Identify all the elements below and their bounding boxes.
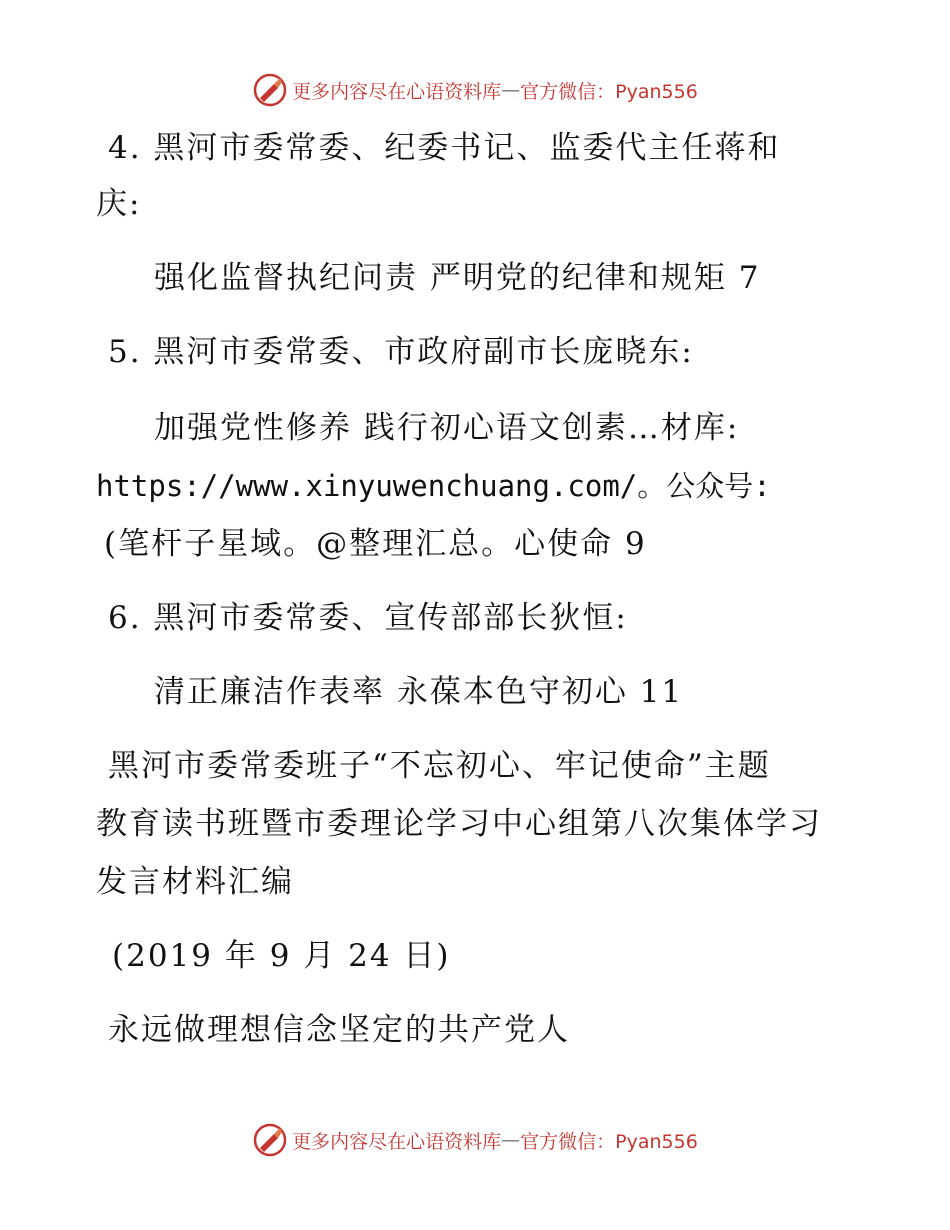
toc-item-5: 5. 黑河市委常委、市政府副市长庞晓东: bbox=[108, 334, 694, 370]
toc-item-4-line2: 庆: bbox=[96, 186, 142, 222]
toc-item-5-subtitle-line2: https://www.xinyuwenchuang.com/。公众号: bbox=[96, 469, 771, 503]
toc-item-6-subtitle: 清正廉洁作表率 永葆本色守初心 11 bbox=[154, 674, 684, 710]
toc-item-4-line1: 4. 黑河市委常委、纪委书记、监委代主任蒋和 bbox=[108, 130, 781, 166]
document-date: (2019 年 9 月 24 日) bbox=[112, 938, 451, 974]
pen-logo-icon bbox=[252, 1122, 288, 1158]
toc-item-6: 6. 黑河市委常委、宣传部部长狄恒: bbox=[108, 600, 628, 636]
document-title-line2: 教育读书班暨市委理论学习中心组第八次集体学习 bbox=[96, 806, 822, 842]
banner-wechat-text: 官方微信：Pyan556 bbox=[520, 1130, 698, 1153]
banner-lead-text: 更多内容尽在心语资料库 bbox=[292, 80, 502, 103]
toc-item-5-subtitle-line1: 加强党性修养 践行初心语文创素…材库: bbox=[154, 410, 740, 446]
footer-watermark-banner bbox=[0, 1120, 950, 1160]
banner-separator: — bbox=[501, 1129, 521, 1151]
toc-item-4-subtitle: 强化监督执纪问责 严明党的纪律和规矩 7 bbox=[154, 260, 761, 296]
toc-item-5-subtitle-line3: (笔杆子星域。@整理汇总。心使命 9 bbox=[104, 526, 647, 562]
banner-lead-text: 更多内容尽在心语资料库 bbox=[292, 1130, 502, 1153]
banner-wechat-text: 官方微信：Pyan556 bbox=[520, 80, 698, 103]
banner-separator: — bbox=[501, 79, 521, 101]
document-title-line1: 黑河市委常委班子“不忘初心、牢记使命”主题 bbox=[108, 748, 771, 784]
section-heading: 永远做理想信念坚定的共产党人 bbox=[108, 1012, 570, 1048]
header-watermark-banner bbox=[0, 70, 950, 110]
document-title-line3: 发言材料汇编 bbox=[96, 864, 294, 900]
pen-logo-icon bbox=[252, 72, 288, 108]
